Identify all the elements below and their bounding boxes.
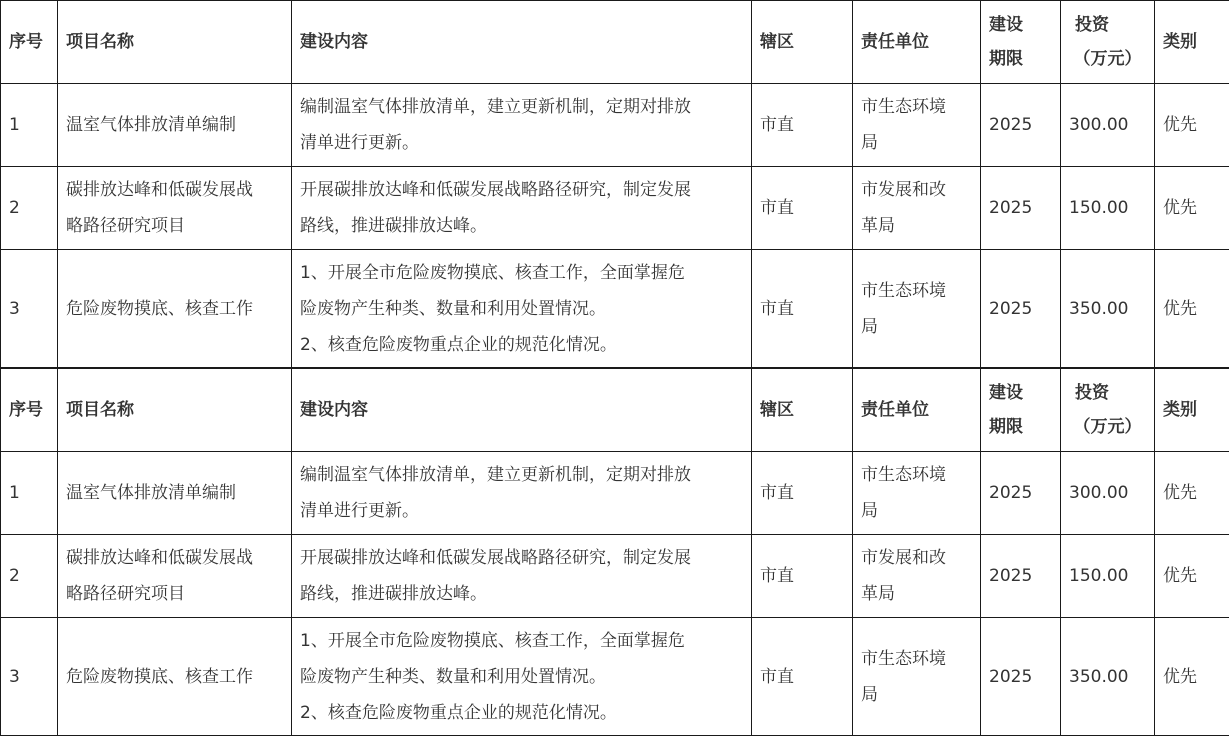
cell-content-line2: 清单进行更新。	[300, 133, 419, 153]
cell-unit-line2: 革局	[861, 584, 895, 604]
table-row	[1, 452, 1229, 535]
header-category: 类别	[1155, 1, 1229, 84]
header-period	[981, 1, 1061, 84]
cell-unit	[853, 250, 981, 368]
cell-content-line1: 编制温室气体排放清单，建立更新机制，定期对排放	[300, 97, 691, 117]
cell-unit-line1: 市生态环境	[861, 97, 946, 117]
cell-content-line2: 险废物产生种类、数量和利用处置情况。	[300, 298, 606, 319]
cell-period: 2025	[981, 618, 1061, 736]
cell-unit	[853, 167, 981, 250]
cell-name-line1: 危险废物摸底、核查工作	[66, 666, 253, 687]
cell-content	[292, 452, 752, 535]
cell-seq: 3	[1, 250, 58, 368]
cell-unit-line1: 市发展和改	[861, 548, 946, 568]
cell-unit-line2: 局	[861, 684, 878, 705]
cell-content-line3: 2、核查危险废物重点企业的规范化情况。	[300, 334, 617, 355]
cell-unit-line2: 革局	[861, 216, 895, 236]
cell-content-line2: 路线，推进碳排放达峰。	[300, 584, 487, 604]
header-content: 建设内容	[292, 369, 752, 452]
cell-period: 2025	[981, 84, 1061, 167]
cell-name-line2: 略路径研究项目	[66, 584, 185, 604]
header-name: 项目名称	[58, 1, 292, 84]
cell-category: 优先	[1155, 535, 1229, 618]
cell-category: 优先	[1155, 452, 1229, 535]
header-district: 辖区	[752, 369, 853, 452]
header-content: 建设内容	[292, 1, 752, 84]
cell-name	[58, 84, 292, 167]
cell-content-line2: 险废物产生种类、数量和利用处置情况。	[300, 666, 606, 687]
cell-category: 优先	[1155, 84, 1229, 167]
cell-unit-line1: 市生态环境	[861, 465, 946, 485]
header-district: 辖区	[752, 1, 853, 84]
cell-content-line2: 路线，推进碳排放达峰。	[300, 216, 487, 236]
header-category: 类别	[1155, 369, 1229, 452]
cell-content	[292, 84, 752, 167]
header-seq: 序号	[1, 1, 58, 84]
cell-name-line1: 碳排放达峰和低碳发展战	[66, 180, 253, 200]
table-row	[1, 84, 1229, 167]
cell-seq: 2	[1, 535, 58, 618]
cell-invest: 350.00	[1061, 618, 1155, 736]
cell-district: 市直	[752, 84, 853, 167]
cell-content	[292, 250, 752, 368]
cell-content-line1: 编制温室气体排放清单，建立更新机制，定期对排放	[300, 465, 691, 485]
cell-unit	[853, 452, 981, 535]
cell-seq: 3	[1, 618, 58, 736]
header-invest-line1: 投资	[1075, 15, 1109, 35]
project-table-1	[0, 0, 1229, 368]
cell-unit	[853, 535, 981, 618]
header-invest	[1061, 1, 1155, 84]
header-invest	[1061, 369, 1155, 452]
header-period-line1: 建设	[989, 383, 1023, 403]
cell-name-line2: 略路径研究项目	[66, 216, 185, 236]
cell-invest: 300.00	[1061, 452, 1155, 535]
cell-content-line2: 清单进行更新。	[300, 501, 419, 521]
header-period-line2: 期限	[989, 417, 1023, 437]
table-row	[1, 535, 1229, 618]
header-seq: 序号	[1, 369, 58, 452]
cell-name-line1: 温室气体排放清单编制	[66, 483, 236, 503]
cell-invest: 150.00	[1061, 167, 1155, 250]
cell-name	[58, 535, 292, 618]
table-row	[1, 167, 1229, 250]
cell-content-line3: 2、核查危险废物重点企业的规范化情况。	[300, 702, 617, 723]
cell-name	[58, 250, 292, 368]
cell-seq: 2	[1, 167, 58, 250]
project-table-2	[0, 368, 1229, 736]
cell-district: 市直	[752, 250, 853, 368]
cell-name	[58, 452, 292, 535]
cell-category: 优先	[1155, 167, 1229, 250]
header-invest-line1: 投资	[1075, 383, 1109, 403]
cell-district: 市直	[752, 535, 853, 618]
header-invest-line2: （万元）	[1073, 49, 1142, 69]
cell-district: 市直	[752, 452, 853, 535]
cell-category: 优先	[1155, 250, 1229, 368]
header-unit: 责任单位	[853, 1, 981, 84]
cell-content	[292, 167, 752, 250]
cell-invest: 350.00	[1061, 250, 1155, 368]
cell-period: 2025	[981, 452, 1061, 535]
cell-name-line1: 温室气体排放清单编制	[66, 115, 236, 135]
cell-unit-line2: 局	[861, 133, 878, 153]
cell-content-line1: 1、开展全市危险废物摸底、核查工作，全面掌握危	[300, 262, 685, 283]
table-row	[1, 618, 1229, 736]
cell-content-line1: 1、开展全市危险废物摸底、核查工作，全面掌握危	[300, 630, 685, 651]
cell-content	[292, 535, 752, 618]
header-period-line2: 期限	[989, 49, 1023, 69]
cell-name	[58, 167, 292, 250]
cell-period: 2025	[981, 167, 1061, 250]
cell-unit-line1: 市生态环境	[861, 648, 946, 669]
cell-name-line1: 碳排放达峰和低碳发展战	[66, 548, 253, 568]
header-name: 项目名称	[58, 369, 292, 452]
cell-district: 市直	[752, 618, 853, 736]
cell-unit	[853, 618, 981, 736]
table-header-row	[1, 1, 1229, 84]
header-period-line1: 建设	[989, 15, 1023, 35]
header-invest-line2: （万元）	[1073, 417, 1142, 437]
cell-invest: 300.00	[1061, 84, 1155, 167]
table-row	[1, 250, 1229, 368]
cell-period: 2025	[981, 535, 1061, 618]
cell-unit	[853, 84, 981, 167]
cell-unit-line2: 局	[861, 316, 878, 337]
header-unit: 责任单位	[853, 369, 981, 452]
cell-unit-line1: 市发展和改	[861, 180, 946, 200]
cell-seq: 1	[1, 84, 58, 167]
cell-name	[58, 618, 292, 736]
cell-unit-line1: 市生态环境	[861, 280, 946, 301]
header-period	[981, 369, 1061, 452]
cell-invest: 150.00	[1061, 535, 1155, 618]
cell-district: 市直	[752, 167, 853, 250]
cell-category: 优先	[1155, 618, 1229, 736]
cell-seq: 1	[1, 452, 58, 535]
table-header-row	[1, 369, 1229, 452]
cell-unit-line2: 局	[861, 501, 878, 521]
cell-content	[292, 618, 752, 736]
cell-name-line1: 危险废物摸底、核查工作	[66, 298, 253, 319]
cell-content-line1: 开展碳排放达峰和低碳发展战略路径研究，制定发展	[300, 180, 691, 200]
cell-period: 2025	[981, 250, 1061, 368]
cell-content-line1: 开展碳排放达峰和低碳发展战略路径研究，制定发展	[300, 548, 691, 568]
